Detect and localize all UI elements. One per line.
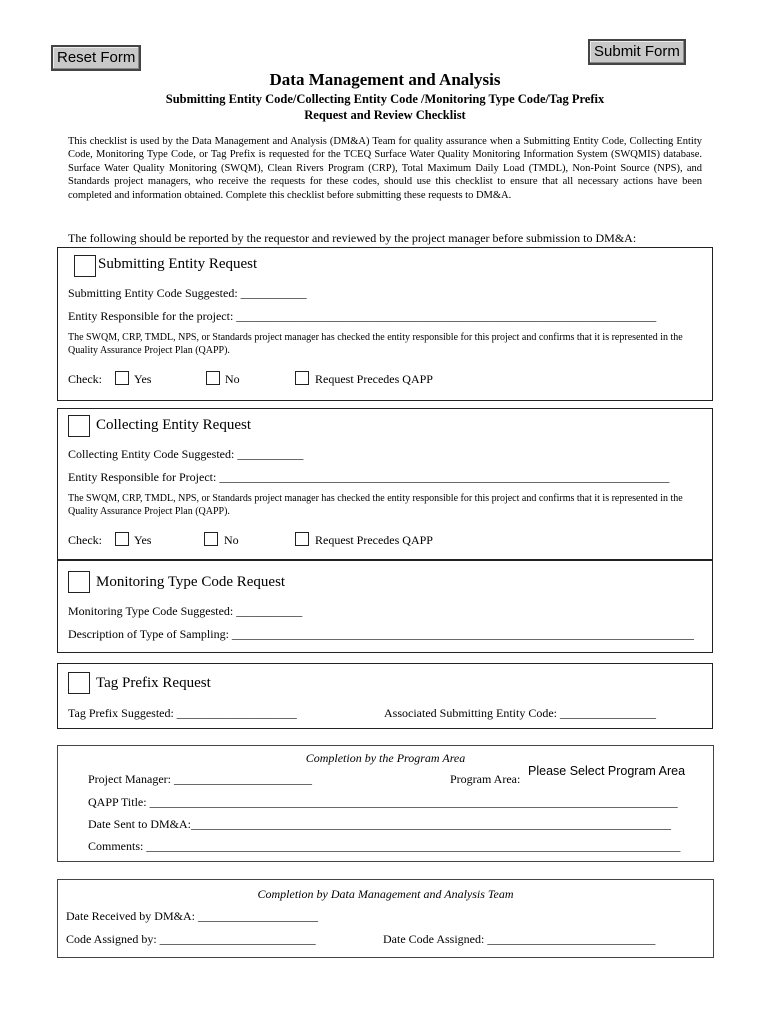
tag-prefix-section: [57, 663, 713, 729]
no-label: No: [225, 372, 240, 386]
submitting-entity-section: [57, 247, 713, 401]
monitoring-type-section: [57, 560, 713, 653]
section-heading: Collecting Entity Request: [96, 417, 251, 433]
tag-prefix-field[interactable]: Tag Prefix Suggested: ____________________: [68, 706, 297, 720]
section-heading: Monitoring Type Code Request: [96, 574, 286, 590]
monitoring-code-field[interactable]: Monitoring Type Code Suggested: ___________: [68, 604, 303, 618]
submitting-entity-checkbox[interactable]: [74, 255, 96, 277]
submitting-no-checkbox[interactable]: [206, 371, 220, 385]
collecting-note: The SWQM, CRP, TMDL, NPS, or Standards project manager has checked the entity responsible for this project and confirms that it is represented in the Quality Assurance Project Plan (QAPP).: [68, 493, 683, 517]
reset-form-button[interactable]: Reset Form: [51, 45, 141, 71]
submit-form-button[interactable]: Submit Form: [588, 39, 686, 65]
collecting-precedes-checkbox[interactable]: [295, 532, 309, 546]
submitting-precedes-checkbox[interactable]: [295, 371, 309, 385]
monitoring-type-checkbox[interactable]: [68, 571, 90, 593]
page-subtitle-2: Request and Review Checklist: [304, 108, 466, 122]
date-code-assigned-field[interactable]: Date Code Assigned: ____________________________: [383, 932, 656, 946]
collecting-entity-field[interactable]: Entity Responsible for Project: ___________________________________________________________________________: [68, 470, 670, 484]
section-heading: Completion by Data Management and Analysis Team: [257, 887, 514, 901]
project-manager-field[interactable]: Project Manager: _______________________: [88, 772, 312, 786]
precedes-label: Request Precedes QAPP: [315, 533, 433, 547]
program-area-select[interactable]: Please Select Program Area: [528, 764, 686, 778]
submitting-yes-checkbox[interactable]: [115, 371, 129, 385]
code-assigned-by-field[interactable]: Code Assigned by: __________________________: [66, 932, 316, 946]
date-received-field[interactable]: Date Received by DM&A: ____________________: [66, 909, 318, 923]
date-sent-field[interactable]: Date Sent to DM&A:________________________________________________________________________________: [88, 817, 671, 831]
no-label: No: [224, 533, 239, 547]
collecting-yes-checkbox[interactable]: [115, 532, 129, 546]
lead-text: The following should be reported by the requestor and reviewed by the project manager before submission to DM&A:: [68, 231, 637, 245]
page-title: Data Management and Analysis: [269, 70, 501, 89]
sampling-description-field[interactable]: Description of Type of Sampling: _____________________________________________________________________________: [68, 627, 694, 641]
submitting-note: The SWQM, CRP, TMDL, NPS, or Standards project manager has checked the entity responsible for this project and confirms that it is represented in the Quality Assurance Project Plan (QAPP).: [68, 332, 683, 356]
collecting-entity-section: [57, 408, 713, 560]
associated-code-field[interactable]: Associated Submitting Entity Code: ________________: [384, 706, 656, 720]
program-area-label: Program Area:: [450, 772, 521, 786]
tag-prefix-checkbox[interactable]: [68, 672, 90, 694]
collecting-no-checkbox[interactable]: [204, 532, 218, 546]
collecting-code-field[interactable]: Collecting Entity Code Suggested: ___________: [68, 447, 304, 461]
check-label: Check:: [68, 372, 102, 386]
section-heading: Completion by the Program Area: [305, 751, 466, 765]
page-subtitle: Submitting Entity Code/Collecting Entity Code /Monitoring Type Code/Tag Prefix: [165, 92, 605, 106]
submitting-entity-field[interactable]: Entity Responsible for the project: ______________________________________________________________________: [68, 309, 657, 323]
yes-label: Yes: [134, 372, 152, 386]
collecting-entity-checkbox[interactable]: [68, 415, 90, 437]
section-heading: Submitting Entity Request: [98, 256, 258, 272]
submitting-code-field[interactable]: Submitting Entity Code Suggested: ___________: [68, 286, 307, 300]
intro-paragraph: This checklist is used by the Data Management and Analysis (DM&A) Team for quality assurance when a Submitting Entity Code, Collecting Entity Code, Monitoring Type Code, or Tag Prefix is requested for the TCEQ Surface Water Quality Monitoring Information System (SWQMIS) database. Surface Water Quality Monitoring (SWQM), Clean Rivers Program (CRP), Total Maximum Daily Load (TMDL), Non-Point Source (NPS), and Standards project managers, who receive the requests for these codes, should use this checklist to ensure that all necessary actions have been completed and information obtained. Complete this checklist before submitting these requests to DM&A.: [68, 136, 702, 201]
qapp-title-field[interactable]: QAPP Title: ________________________________________________________________________________________: [88, 795, 678, 809]
section-heading: Tag Prefix Request: [96, 675, 211, 691]
dma-team-section: [57, 879, 714, 958]
program-area-section: [57, 745, 714, 862]
check-label: Check:: [68, 533, 102, 547]
yes-label: Yes: [134, 533, 152, 547]
comments-field[interactable]: Comments: _________________________________________________________________________________________: [88, 839, 681, 853]
precedes-label: Request Precedes QAPP: [315, 372, 433, 386]
